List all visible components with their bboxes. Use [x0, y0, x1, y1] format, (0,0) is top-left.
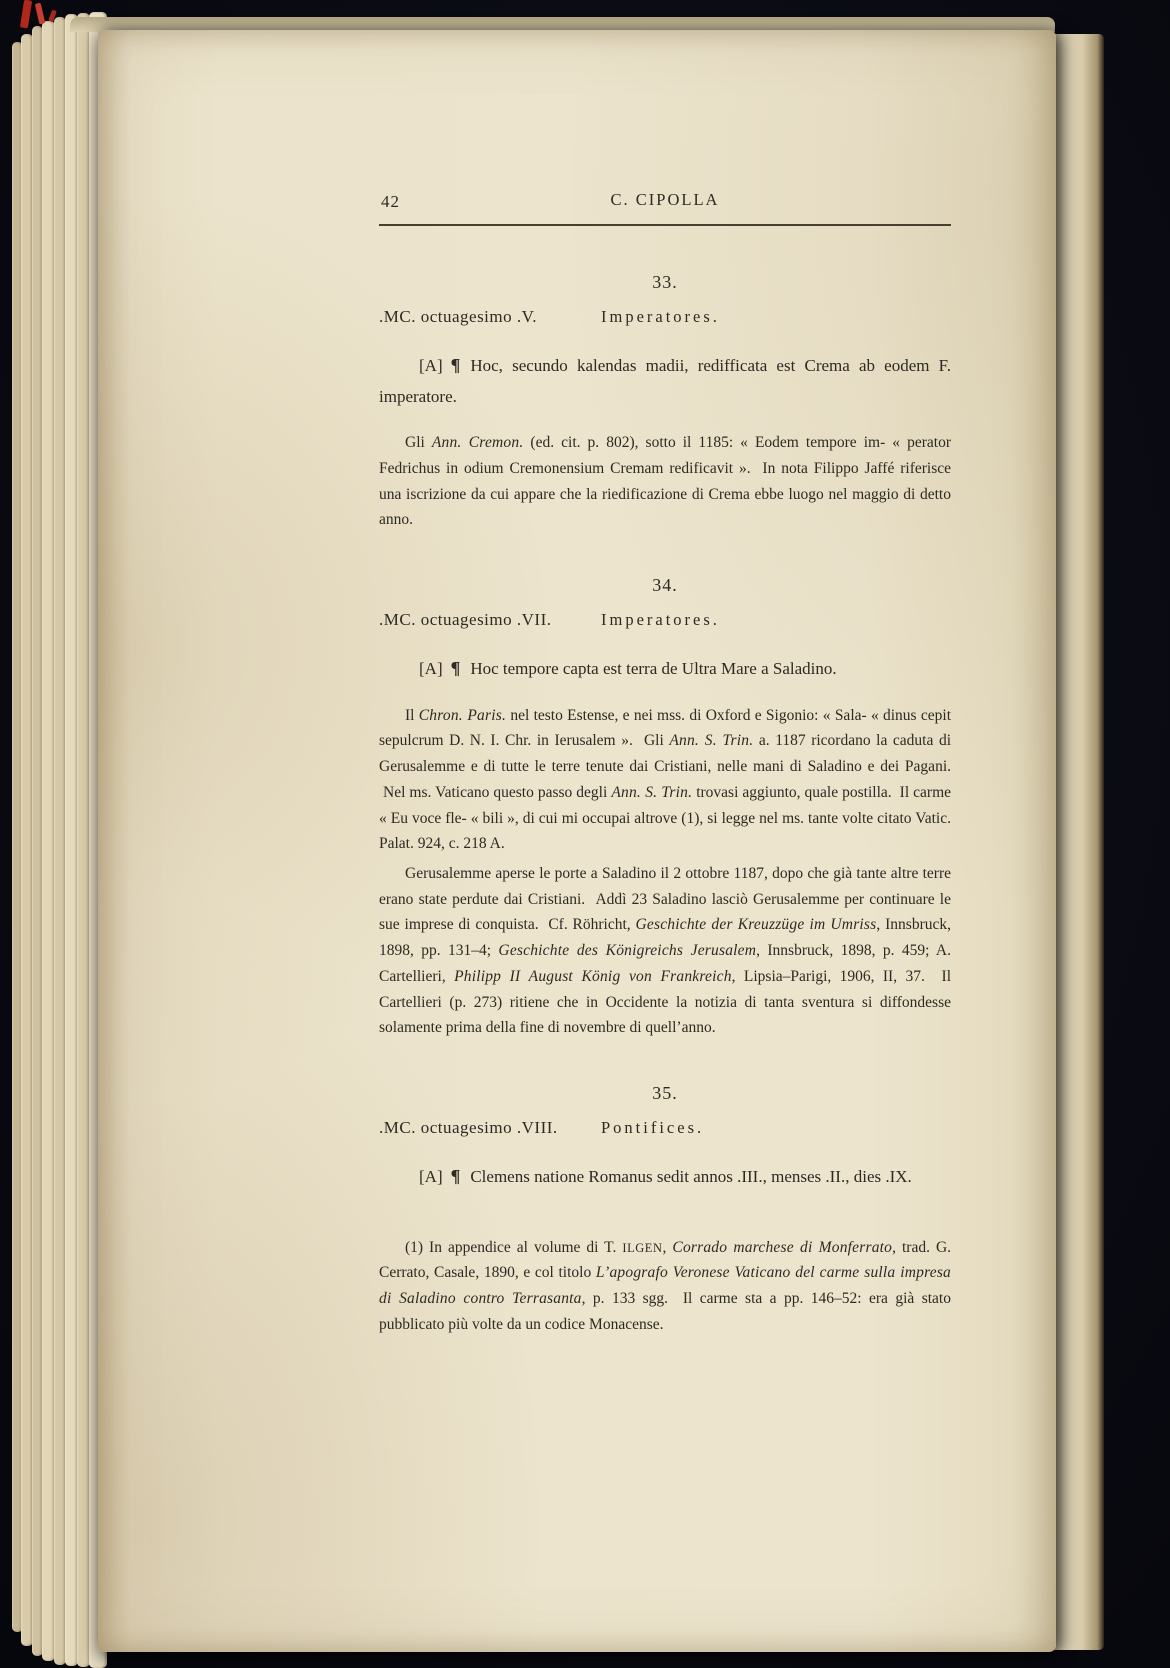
lemma [379, 1160, 951, 1193]
page-edges [12, 12, 108, 1668]
footnote: (1) In appendice al volume di T. ILGEN, Corrado marchese di Monferrato, trad. G. Cerrato, Casale, 1890, e col titolo L’apografo Veronese Vaticano del carme sulla impresa di Saladino contro Terrasanta, p. 133 sgg. Il carme sta a pp. 146–52: era già stato pubblicato più volte da un codice Monacense. [379, 1238, 952, 1333]
lemma-text: Hoc, secundo kalendas madii, redifficata est Crema ab eodem F. imperatore. [379, 356, 951, 406]
lemma-label: [A] [419, 659, 443, 679]
lemma-text: Hoc tempore capta est terra de Ultra Mare a Saladino. [470, 659, 837, 679]
next-page-edge [1048, 34, 1104, 1650]
running-header: C. CIPOLLA [610, 190, 720, 209]
entry-number: 35. [652, 1083, 678, 1103]
entry-heading [379, 1118, 951, 1140]
entry-heading [379, 307, 951, 329]
entry-date: .MC. octuagesimo .VIII. [379, 1118, 558, 1137]
capitulum-icon: ¶ [450, 658, 461, 679]
lemma-label: [A] [419, 356, 443, 375]
entry-number: 33. [652, 272, 678, 292]
lemma-text: Clemens natione Romanus sedit annos .III., menses .II., dies .IX. [470, 1167, 912, 1186]
text-block [379, 190, 951, 1337]
commentary-paragraph: Gerusalemme aperse le porte a Saladino il 2 ottobre 1187, dopo che già tante altre terre erano state perdute dai Cristiani. Addì 23 Saladino lasciò Gerusalemme per continuare le sue imprese di conquista. Cf. Röhricht, Geschichte der Kreuzzüge im Umriss, Innsbruck, 1898, pp. 131–4; Geschichte des Königreichs Jerusalem, Innsbruck, 1898, p. 459; A. Cartellieri, Philipp II August König von Frankreich, Lipsia–Parigi, 1906, II, 37. Il Cartellieri (p. 273) ritiene che in Occidente la notizia di tanta sventura si diffondesse solamente prima della fine di novembre di quell’anno. [379, 864, 952, 1037]
entry-category: Imperatores. [601, 307, 720, 326]
lemma [379, 652, 951, 685]
commentary-paragraph: Il Chron. Paris. nel testo Estense, e nei mss. di Oxford e Sigonio: « Sala- « dinus cepit sepulcrum D. N. I. Chr. in Ierusalem ». Gli Ann. S. Trin. a. 1187 ricordano la caduta di Gerusalemme e di tutte le terre tenute dai Cristiani, nelle mani di Saladino e dei Pagani. Nel ms. Vaticano questo passo degli Ann. S. Trin. trovasi aggiunto, quale postilla. Il carme « Eu voce fle- « bili », di cui mi occupai altrove (1), si legge nel ms. tante volte citato Vatic. Palat. 924, c. 218 A. [379, 706, 952, 853]
commentary-paragraph: Gli Ann. Cremon. (ed. cit. p. 802), sotto il 1185: « Eodem tempore im- « perator Fedrichus in odium Cremonensium Cremam redificavit ». In nota Filippo Jaffé riferisce una iscrizione da cui appare che la riedificazione di Crema ebbe luogo nel maggio di detto anno. [379, 434, 951, 529]
lemma [379, 349, 951, 412]
entry-number: 34. [652, 575, 678, 596]
book-page [98, 30, 1056, 1652]
entry-date: .MC. octuagesimo .V. [379, 307, 537, 326]
entry-heading [379, 610, 951, 632]
running-head [379, 190, 951, 216]
lemma-label: [A] [419, 1167, 443, 1186]
header-rule [379, 224, 951, 226]
capitulum-icon: ¶ [450, 355, 461, 375]
page-number: 42 [381, 192, 400, 211]
entry-category: Pontifices. [601, 1118, 705, 1137]
entry-34 [379, 575, 951, 1041]
entry-category: Imperatores. [601, 610, 720, 630]
entry-33 [379, 272, 951, 533]
capitulum-icon: ¶ [450, 1166, 461, 1186]
entry-date: .MC. octuagesimo .VII. [379, 610, 552, 630]
entry-35 [379, 1083, 951, 1193]
